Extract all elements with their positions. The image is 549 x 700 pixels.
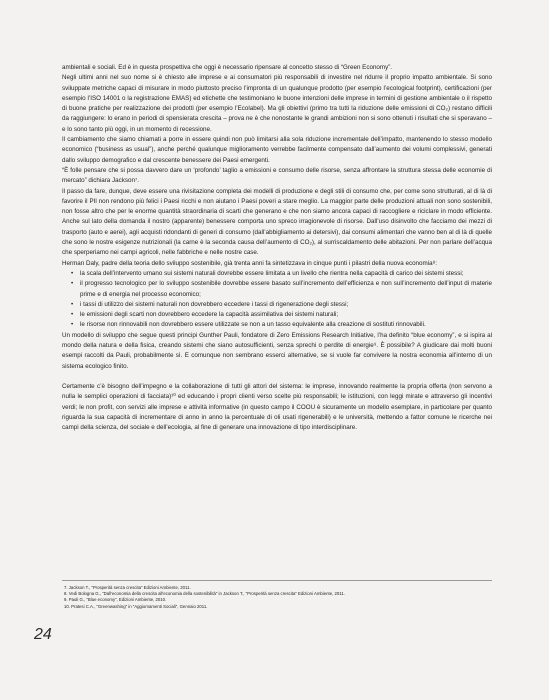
paragraph-gap [62, 372, 492, 382]
list-item [62, 310, 492, 320]
bullet-icon: • [71, 269, 74, 277]
paragraph: Negli ultimi anni nel suo nome si è chiesto alle imprese e ai consumatori più responsabili di investire nel ridurre il proprio impatto ambientale. Si sono sviluppate metriche capaci di misurare in modo piuttosto preciso l’impronta di un qualunque prodotto (per esempio l’ecological footprint), certificazioni (per esempio l’ISO 14001 o la registrazione EMAS) ed etichette che testimoniano le buone intenzioni delle imprese in termini di gestione ambientale o il rispetto di buone pratiche per realizzazione dei prodotti (per esempio l’Ecolabel). Ma gli obiettivi (primo tra tutti la riduzione delle emissioni di CO₂) restano difficili da raggiungere: lo erano in periodi di spensierata crescita – prova ne è che nonostante le grandi ambizioni non si sono ottenuti i risultati che si speravano – e lo sono tanto più oggi, in un momento di recessione. [62, 74, 492, 133]
body-section-3 [62, 382, 492, 433]
footnote: 7. Jackson T., “Prosperità senza crescita” Edizioni Ambiente, 2011. [64, 585, 191, 590]
list-item-text: le risorse non rinnovabili non dovrebbero essere utilizzate se non a un tasso equivalente alla creazione di sostituti rinnovabili. [80, 321, 426, 329]
bullet-icon: • [71, 280, 74, 288]
footnotes [62, 585, 492, 610]
bullet-icon: • [71, 311, 74, 319]
principles-list [62, 269, 492, 331]
bullet-icon: • [71, 300, 74, 308]
body-section-2 [62, 331, 492, 372]
list-item-text: la scala dell’intervento umano sui sistemi naturali dovrebbe essere limitata a un livello che rientra nella capacità di carico dei sistemi stessi; [80, 269, 464, 277]
footnote: 9. Pauli G., “Blue economy”, Edizioni Ambiente, 2010. [64, 597, 167, 603]
footnote: 10. Pratesi C.A., “Greenwashing” in “Aggiornamenti Sociali”, Gennaio 2011. [64, 603, 208, 609]
paragraph: Un modello di sviluppo che segue questi principi Gunther Pauli, fondatore di Zero Emissions Research Initiative, l’ha definito “blue economy”, e si ispira al mondo della natura e della fisica, creando sistemi che siano autosufficienti, senza sprechi o perdite di energie⁹. È possibile? A giudicare dai molti buoni esempi raccolti da Pauli, probabilmente sì. E comunque non sembrano esserci alternative, se si vuole far convivere la nostra economia all’interno di un sistema ecologico finito. [62, 331, 492, 370]
footnote: 8. Vedi Bologna G., “Dall’economia della crescita all’economia della sostenibilità” in Jackson T., “Prosperità senza crescita” Edizioni Ambiente, 2011. [64, 591, 345, 597]
paragraph: “È folle pensare che si possa davvero dare un ‘profondo’ taglio a emissioni e consumo delle risorse, senza affrontare la struttura stessa delle economie di mercato” dichiara Jackson⁷. [62, 166, 492, 185]
list-item-text: i tassi di utilizzo dei sistemi naturali non dovrebbero eccedere i tassi di rigenerazione degli stessi; [80, 300, 349, 308]
paragraph: ambientali e sociali. Ed è in questa prospettiva che oggi è necessario ripensare al concetto stesso di “Green Economy”. [62, 64, 393, 71]
paragraph: Certamente c’è bisogno dell’impegno e la collaborazione di tutti gli attori del sistema: le imprese, innovando realmente la propria offerta (non servono a nulla le semplici operazioni di facciata)¹⁰ ed educando i propri clienti verso scelte più responsabili; le istituzioni, con leggi mirate e attraverso gli incentivi verdi; le non profit, con servizi alle imprese e attività informative (in questo campo il COOU è sicuramente un modello esemplare, in particolare per quanto riguarda la sua capacità di incrementare di anno in anno la percentuale di oli usati rigenerabili) e le università, mettendo a fattor comune le ricerche nei campi della scienza, del sociale e dell’ecologia, al fine di generare una innovazione di tipo interdisciplinare. [62, 382, 492, 432]
list-item [62, 269, 492, 279]
list-item-text: il progresso tecnologico per lo sviluppo sostenibile dovrebbe essere basato sull’incremento dell’efficienza e non sull’incremento dell’input di materie prime e di energia nel processo economico; [80, 280, 492, 298]
bullet-icon: • [71, 321, 74, 329]
footnote-divider [62, 580, 492, 581]
list-item [62, 300, 492, 310]
list-item-text: le emissioni degli scarti non dovrebbero eccedere la capacità assimilativa dei sistemi naturali; [80, 311, 339, 319]
page-content [62, 63, 492, 433]
paragraph: Il cambiamento che siamo chiamati a porre in essere quindi non può limitarsi alla sola riduzione incrementale dell’impatto, mantenendo lo stesso modello economico (“business as usual”), anche perché qualunque miglioramento verrebbe facilmente compensato dall’aumento dei volumi complessivi, generati dallo sviluppo demografico e dal crescente benessere dei Paesi emergenti. [62, 136, 492, 164]
list-item [62, 320, 492, 330]
list-item [62, 279, 492, 300]
paragraph: Il passo da fare, dunque, deve essere una rivisitazione completa dei modelli di produzione e degli stili di consumo che, per come sono strutturati, al di là di favorire il PIl non rendono più felici i Paesi ricchi e non aiutano i Paesi poveri a stare meglio. La maggior parte delle produzioni attuali non sono sostenibili, non fosse altro che per le enorme quantità straordinaria di scarti che generano e che non siamo ancora capaci di raccogliere e riciclare in modo efficiente. Anche sul lato della domanda il nostro (apparente) benessere comporta uno spreco irragionevole di risorse. Dall’uso disinvolto che facciamo dei mezzi di trasporto (auto e aerei), agli acquisti ridondanti di generi di consumo (dall’abbigliamento ai detersivi), dai consumi alimentari che vanno ben al di là di quelle che sono le nostre esigenze nutrizionali (la carne è la seconda causa dell’aumento di CO₂), al surriscaldamento delle abitazioni. Per non parlare dell’acqua che sperperiamo nei campi agricoli, nelle fabbriche e nelle nostre case. [62, 187, 492, 257]
paragraph: Herman Daly, padre della teoria dello sviluppo sostenibile, già trenta anni fa sintetizzava in cinque punti i pilastri della nuova economia⁸: [62, 259, 437, 267]
page-number: 24 [34, 626, 52, 643]
body-section-1 [62, 63, 492, 269]
